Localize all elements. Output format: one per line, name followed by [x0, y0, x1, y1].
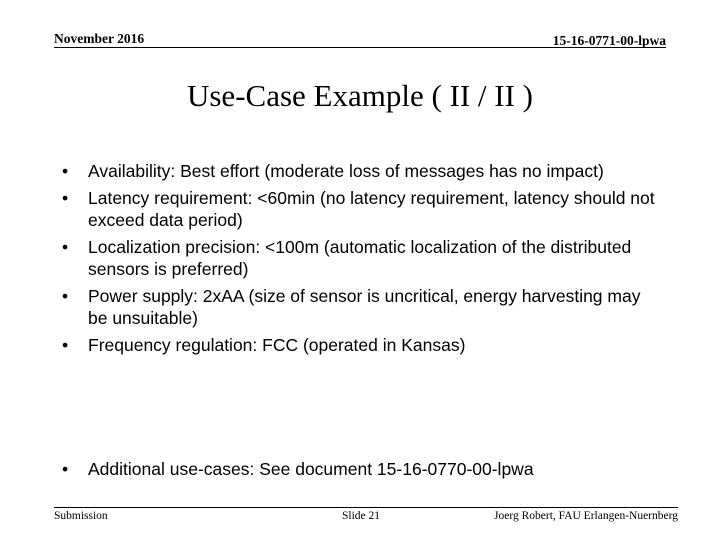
bullet-item-frequency [62, 334, 662, 357]
bullet-icon: • [62, 187, 69, 208]
bullet-text: Latency requirement: <60min (no latency requirement, latency should not exceed data period) [88, 187, 655, 230]
bullet-icon: • [62, 459, 69, 479]
bullet-icon: • [62, 285, 69, 306]
bullet-icon: • [62, 236, 69, 257]
bullet-text: Localization precision: <100m (automatic localization of the distributed sensors is preferred) [88, 236, 632, 279]
bullet-item-power-supply [62, 285, 662, 330]
footer-slide-number: Slide 21 [342, 510, 381, 522]
bullet-item-additional [62, 458, 662, 481]
bullet-item-latency [62, 187, 662, 232]
header-divider [54, 47, 666, 48]
bullet-icon: • [62, 161, 69, 181]
footer-author: Joerg Robert, FAU Erlangen-Nuernberg [494, 510, 678, 522]
bullet-item-localization [62, 236, 662, 281]
bullet-list [62, 160, 662, 360]
bullet-text: Frequency regulation: FCC (operated in Kansas) [88, 334, 466, 355]
bullet-text: Power supply: 2xAA (size of sensor is uncritical, energy harvesting may be unsuitable) [88, 285, 641, 328]
footer-submission: Submission [54, 510, 108, 522]
bullet-icon: • [62, 334, 69, 355]
footer-divider [54, 507, 678, 508]
bullet-item-availability [62, 160, 662, 183]
bullet-text: Additional use-cases: See document 15-16-0770-00-lpwa [88, 459, 534, 479]
header-doc-number: 15-16-0771-00-lpwa [552, 33, 666, 48]
bullet-text: Availability: Best effort (moderate loss of messages has no impact) [88, 161, 604, 181]
header-date: November 2016 [54, 31, 145, 46]
slide-title: Use-Case Example ( II / II ) [186, 78, 534, 113]
